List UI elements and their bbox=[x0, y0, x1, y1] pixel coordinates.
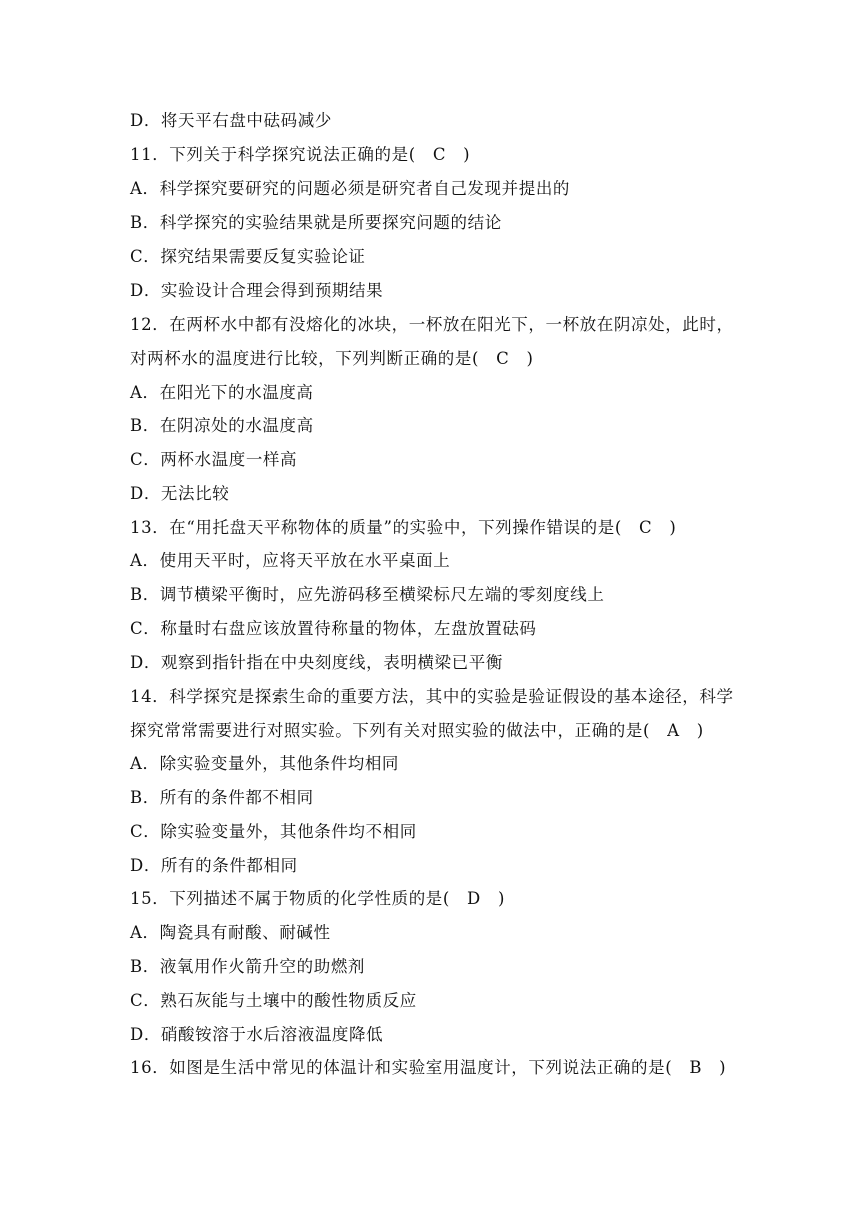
question-13: 13．在“用托盘天平称物体的质量”的实验中，下列操作错误的是( C ) bbox=[130, 518, 677, 537]
option-c-q12: C．两杯水温度一样高 bbox=[130, 450, 298, 469]
option-c-q13: C．称量时右盘应该放置待称量的物体，左盘放置砝码 bbox=[130, 619, 537, 638]
option-d-q10: D．将天平右盘中砝码减少 bbox=[130, 111, 332, 130]
option-b-q14: B．所有的条件都不相同 bbox=[130, 788, 314, 807]
option-b-q15: B．液氧用作火箭升空的助燃剂 bbox=[130, 957, 366, 976]
option-a-q11: A．科学探究要研究的问题必须是研究者自己发现并提出的 bbox=[130, 179, 571, 198]
option-a-q15: A．陶瓷具有耐酸、耐碱性 bbox=[130, 923, 331, 942]
option-d-q11: D．实验设计合理会得到预期结果 bbox=[130, 281, 384, 300]
question-16: 16．如图是生活中常见的体温计和实验室用温度计，下列说法正确的是( B ) bbox=[130, 1058, 727, 1077]
option-d-q15: D．硝酸铵溶于水后溶液温度降低 bbox=[130, 1025, 384, 1044]
option-d-q14: D．所有的条件都相同 bbox=[130, 856, 298, 875]
option-d-q13: D．观察到指针指在中央刻度线，表明横梁已平衡 bbox=[130, 653, 503, 672]
option-c-q15: C．熟石灰能与土壤中的酸性物质反应 bbox=[130, 991, 417, 1010]
option-a-q13: A．使用天平时，应将天平放在水平桌面上 bbox=[130, 551, 451, 570]
option-c-q14: C．除实验变量外，其他条件均不相同 bbox=[130, 822, 417, 841]
question-12: 12．在两杯水中都有没熔化的冰块，一杯放在阳光下，一杯放在阴凉处，此时， bbox=[130, 315, 734, 334]
option-b-q12: B．在阴凉处的水温度高 bbox=[130, 416, 314, 435]
question-11: 11．下列关于科学探究说法正确的是( C ) bbox=[130, 145, 471, 164]
question-14: 14．科学探究是探索生命的重要方法，其中的实验是验证假设的基本途径，科学 bbox=[130, 687, 734, 706]
option-a-q12: A．在阳光下的水温度高 bbox=[130, 383, 314, 402]
option-d-q12: D．无法比较 bbox=[130, 484, 230, 503]
option-b-q11: B．科学探究的实验结果就是所要探究问题的结论 bbox=[130, 213, 502, 232]
question-14-continued: 探究常常需要进行对照实验。下列有关对照实验的做法中，正确的是( A ) bbox=[130, 721, 704, 740]
option-b-q13: B．调节横梁平衡时，应先游码移至横梁标尺左端的零刻度线上 bbox=[130, 585, 605, 604]
option-c-q11: C．探究结果需要反复实验论证 bbox=[130, 247, 366, 266]
question-12-continued: 对两杯水的温度进行比较，下列判断正确的是( C ) bbox=[130, 349, 534, 368]
question-15: 15．下列描述不属于物质的化学性质的是( D ) bbox=[130, 889, 505, 908]
option-a-q14: A．除实验变量外，其他条件均相同 bbox=[130, 754, 400, 773]
